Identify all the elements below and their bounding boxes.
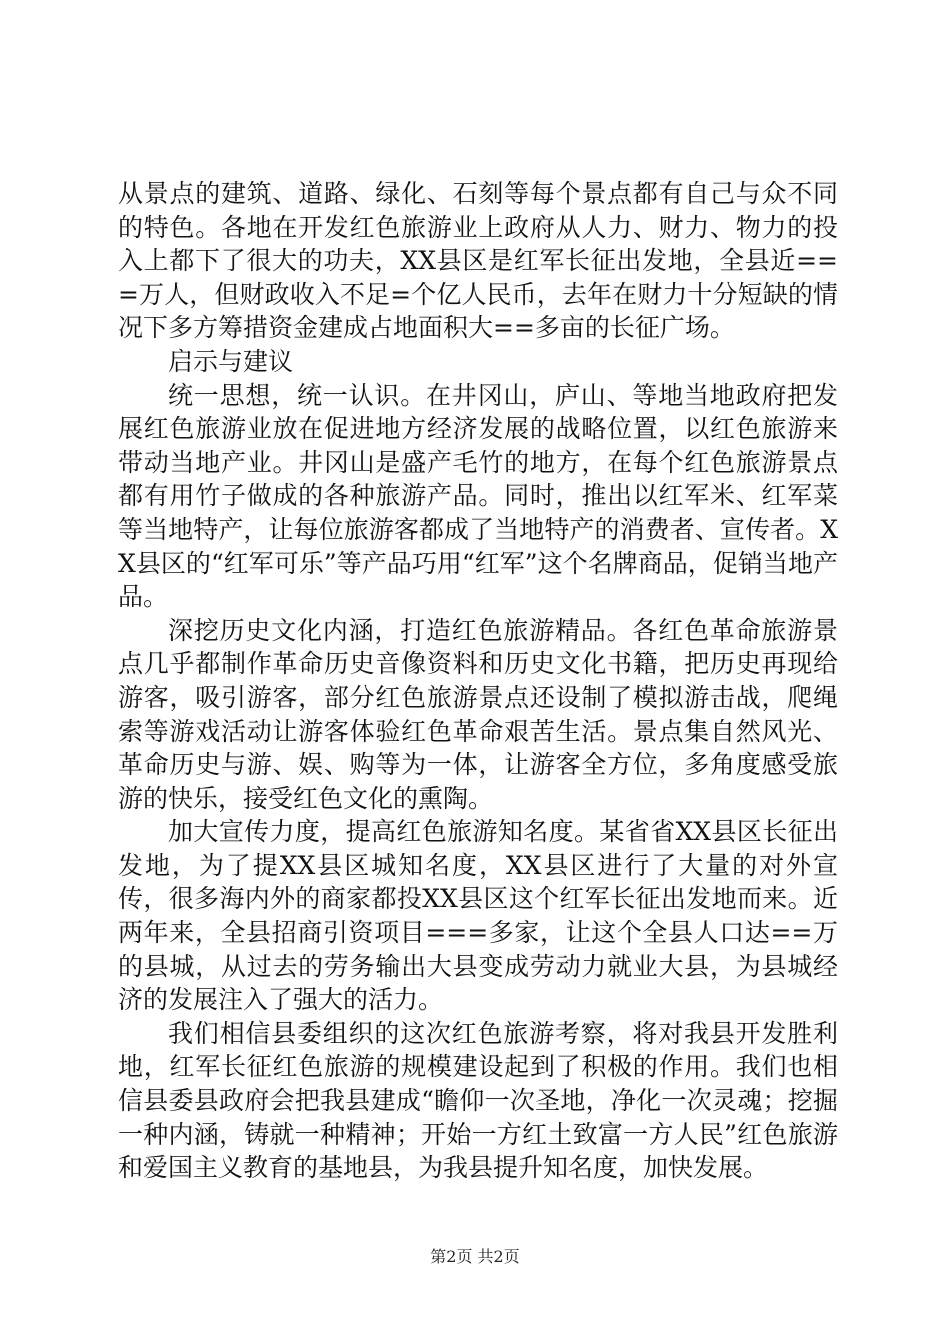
paragraph: 统一思想，统一认识。在井冈山，庐山、等地当地政府把发展红色旅游业放在促进地方经济发展的战略位置，以红色旅游来带动当地产业。井冈山是盛产毛竹的地方，在每个红色旅游景点都有用竹子做成的各种旅游产品。同时，推出以红军米、红军菜等当地特产，让每位旅游客都成了当地特产的消费者、宣传者。XX县区的“红军可乐”等产品巧用“红军”这个名牌商品，促销当地产品。 — [118, 380, 838, 612]
paragraph: 我们相信县委组织的这次红色旅游考察，将对我县开发胜利地，红军长征红色旅游的规模建设起到了积极的作用。我们也相信县委县政府会把我县建成“瞻仰一次圣地，净化一次灵魂；挖掘一种内涵，铸就一种精神；开始一方红土致富一方人民”红色旅游和爱国主义教育的基地县，为我县提升知名度，加快发展。 — [118, 1018, 838, 1183]
document-body — [118, 177, 838, 1185]
paragraph-continued: 从景点的建筑、道路、绿化、石刻等每个景点都有自己与众不同的特色。各地在开发红色旅游业上政府从人力、财力、物力的投入上都下了很大的功夫，XX县区是红军长征出发地，全县近===万人，但财政收入不足=个亿人民币，去年在财力十分短缺的情况下多方筹措资金建成占地面积大==多亩的长征广场。 — [118, 179, 838, 343]
page-number: 第2页 共2页 — [430, 1247, 520, 1266]
page-footer — [0, 1244, 950, 1267]
paragraph: 加大宣传力度，提高红色旅游知名度。某省省XX县区长征出发地，为了提XX县区城知名度，XX县区进行了大量的对外宣传，很多海内外的商家都投XX县区这个红军长征出发地而来。近两年来，全县招商引资项目===多家，让这个全县人口达==万的县城，从过去的劳务输出大县变成劳动力就业大县，为县城经济的发展注入了强大的活力。 — [118, 817, 838, 1015]
paragraph: 深挖历史文化内涵，打造红色旅游精品。各红色革命旅游景点几乎都制作革命历史音像资料和历史文化书籍，把历史再现给游客，吸引游客，部分红色旅游景点还设制了模拟游击战，爬绳索等游戏活动让游客体验红色革命艰苦生活。景点集自然风光、革命历史与游、娱、购等为一体，让游客全方位，多角度感受旅游的快乐，接受红色文化的熏陶。 — [118, 615, 838, 813]
section-heading: 启示与建议 — [168, 346, 294, 376]
